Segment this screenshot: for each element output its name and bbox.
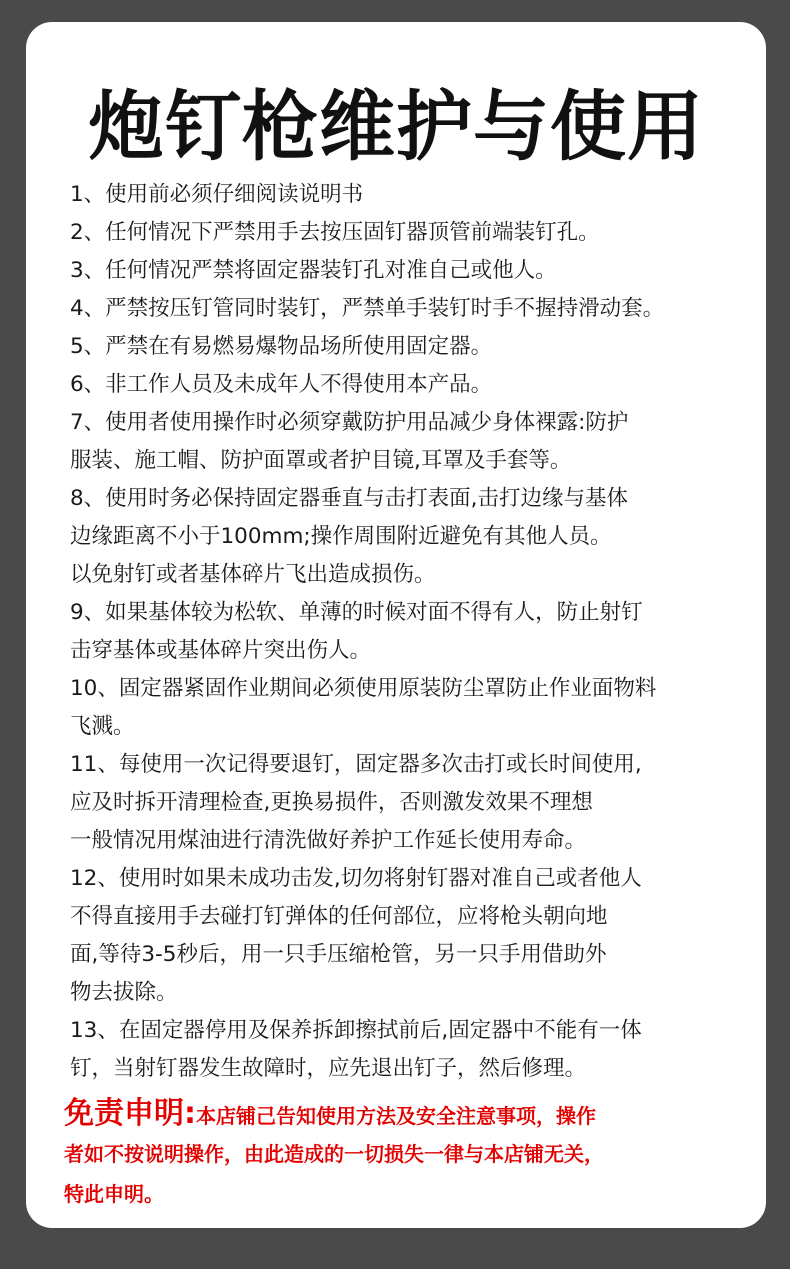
page-title: 炮钉枪维护与使用 [88, 82, 704, 171]
disclaimer-block [64, 1094, 754, 1214]
instruction-line: 8、使用时务必保持固定器垂直与击打表面,击打边缘与基体 [70, 486, 629, 511]
instruction-line: 面,等待3-5秒后，用一只手压缩枪管，另一只手用借助外 [70, 942, 607, 967]
instruction-line: 6、非工作人员及未成年人不得使用本产品。 [70, 372, 493, 397]
instruction-line: 1、使用前必须仔细阅读说明书 [70, 182, 364, 207]
instruction-line: 13、在固定器停用及保养拆卸擦拭前后,固定器中不能有一体 [70, 1018, 642, 1043]
instruction-line: 应及时拆开清理检查,更换易损件，否则激发效果不理想 [70, 790, 593, 815]
instruction-line: 飞溅。 [70, 714, 135, 739]
instruction-line: 10、固定器紧固作业期间必须使用原装防尘罩防止作业面物料 [70, 676, 657, 701]
instruction-line: 钉，当射钉器发生故障时，应先退出钉子，然后修理。 [70, 1056, 587, 1081]
instruction-line: 11、每使用一次记得要退钉，固定器多次击打或长时间使用, [70, 752, 642, 777]
notice-card [26, 22, 766, 1228]
instruction-line: 2、任何情况下严禁用手去按压固钉器顶管前端装钉孔。 [70, 220, 600, 245]
instruction-line: 5、严禁在有易燃易爆物品场所使用固定器。 [70, 334, 493, 359]
disclaimer-line: 者如不按说明操作，由此造成的一切损失一律与本店铺无关， [64, 1142, 604, 1166]
disclaimer-heading: 免责申明: [64, 1096, 196, 1131]
instruction-line: 4、严禁按压钉管同时装钉，严禁单手装钉时手不握持滑动套。 [70, 296, 665, 321]
instruction-line: 7、使用者使用操作时必须穿戴防护用品减少身体裸露:防护 [70, 410, 629, 435]
instruction-line: 边缘距离不小于100mm;操作周围附近避免有其他人员。 [70, 524, 612, 549]
instruction-line: 物去拔除。 [70, 980, 178, 1005]
disclaimer-line: 特此申明。 [64, 1182, 164, 1206]
instruction-list [70, 176, 750, 1088]
instruction-line: 以免射钉或者基体碎片飞出造成损伤。 [70, 562, 436, 587]
instruction-line: 3、任何情况严禁将固定器装钉孔对准自己或他人。 [70, 258, 557, 283]
instruction-line: 击穿基体或基体碎片突出伤人。 [70, 638, 372, 663]
disclaimer-text: 本店铺己告知使用方法及安全注意事项，操作 [196, 1104, 596, 1128]
disclaimer-line [64, 1094, 754, 1134]
instruction-line: 12、使用时如果未成功击发,切勿将射钉器对准自己或者他人 [70, 866, 642, 891]
instruction-line: 服装、施工帽、防护面罩或者护目镜,耳罩及手套等。 [70, 448, 572, 473]
instruction-line: 一般情况用煤油进行清洗做好养护工作延长使用寿命。 [70, 828, 587, 853]
instruction-line: 不得直接用手去碰打钉弹体的任何部位，应将枪头朝向地 [70, 904, 608, 929]
instruction-line: 9、如果基体较为松软、单薄的时候对面不得有人，防止射钉 [70, 600, 643, 625]
